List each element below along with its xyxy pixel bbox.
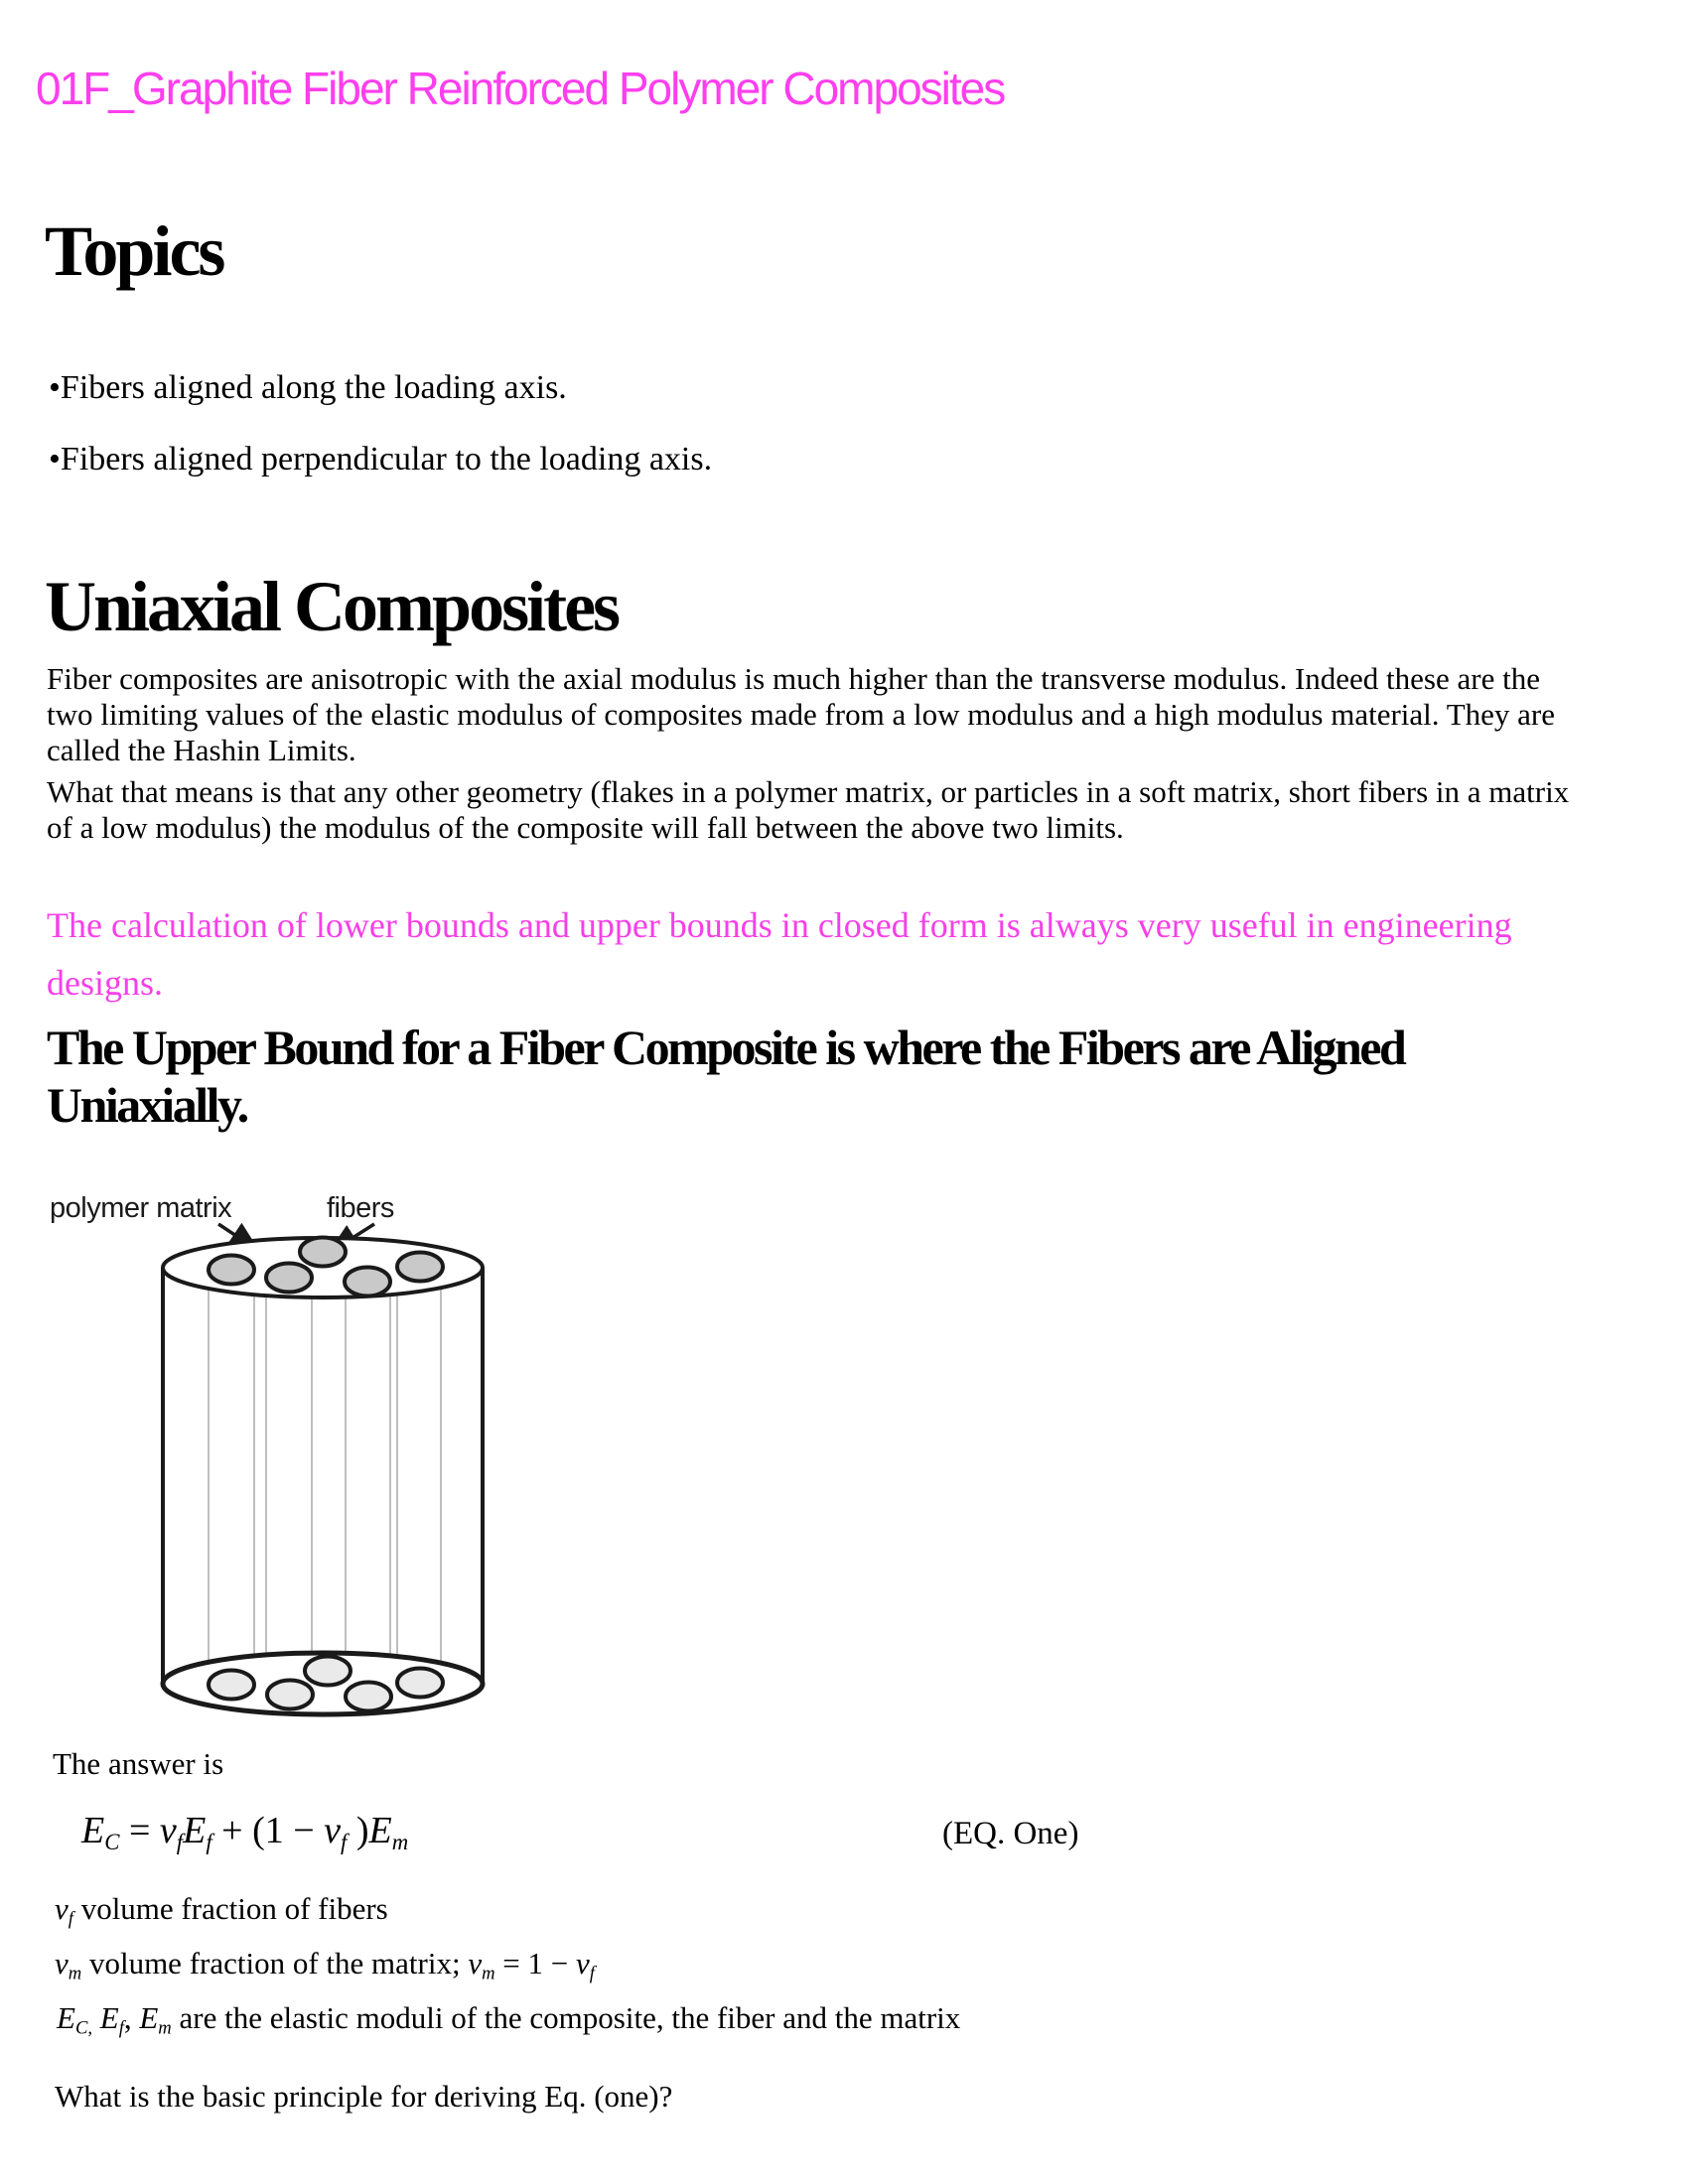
paragraph-line: called the Hashin Limits.: [47, 733, 356, 767]
paragraph-line: The calculation of lower bounds and upper bounds in closed form is always very useful in engineering: [47, 905, 1512, 945]
fiber-ellipse: [345, 1268, 390, 1297]
fiber-ellipse: [397, 1669, 443, 1698]
body-paragraph: [47, 661, 1555, 768]
answer-intro: The answer is: [53, 1746, 224, 1781]
fiber-ellipse: [300, 1238, 346, 1267]
paragraph-line: Fiber composites are anisotropic with the axial modulus is much higher than the transverse modulus. Indeed these are the: [47, 661, 1540, 696]
equation-body: EC = vfEf + (1 − vf )Em: [81, 1810, 409, 1854]
uniaxial-heading: Uniaxial Composites: [45, 567, 619, 646]
bullet-item: •Fibers aligned along the loading axis.: [49, 369, 567, 406]
upper-bound-heading: [47, 1019, 1404, 1134]
fibers-label: fibers: [327, 1192, 394, 1224]
fiber-ellipse: [397, 1253, 443, 1282]
cylinder-body: [163, 1238, 483, 1715]
polymer-matrix-label: polymer matrix: [50, 1192, 232, 1224]
heading-line: Uniaxially.: [47, 1077, 247, 1133]
equation: [81, 1809, 1079, 1855]
highlight-paragraph: [47, 896, 1512, 1012]
topics-heading: Topics: [45, 211, 223, 291]
composite-cylinder-diagram: [40, 1186, 536, 1727]
fiber-ellipse: [209, 1671, 254, 1700]
fiber-ellipse: [266, 1264, 312, 1293]
paragraph-line: designs.: [47, 963, 163, 1003]
fiber-ellipse: [267, 1681, 313, 1709]
fiber-ellipse: [305, 1657, 351, 1686]
fiber-ellipse: [209, 1256, 254, 1285]
equation-label: (EQ. One): [942, 1816, 1079, 1851]
bullet-item: •Fibers aligned perpendicular to the loading axis.: [49, 441, 713, 478]
body-paragraph: [47, 774, 1569, 846]
definition-line: EC, Ef, Em are the elastic moduli of the composite, the fiber and the matrix: [57, 2000, 961, 2039]
definition-line: vm volume fraction of the matrix; vm = 1 − vf: [55, 1946, 595, 1984]
fiber-lines: [209, 1260, 441, 1693]
paragraph-line: two limiting values of the elastic modulus of composites made from a low modulus and a high modulus material. They are: [47, 697, 1555, 732]
paragraph-line: What that means is that any other geometry (flakes in a polymer matrix, or particles in a soft matrix, short fibers in a matrix: [47, 774, 1570, 809]
page-title: 01F_Graphite Fiber Reinforced Polymer Composites: [36, 63, 1005, 114]
fiber-ellipse: [346, 1683, 391, 1711]
paragraph-line: of a low modulus) the modulus of the composite will fall between the above two limits.: [47, 810, 1124, 845]
definition-line: vf volume fraction of fibers: [55, 1891, 388, 1930]
question-line: What is the basic principle for deriving Eq. (one)?: [55, 2079, 673, 2114]
heading-line: The Upper Bound for a Fiber Composite is where the Fibers are Aligned: [47, 1020, 1405, 1075]
